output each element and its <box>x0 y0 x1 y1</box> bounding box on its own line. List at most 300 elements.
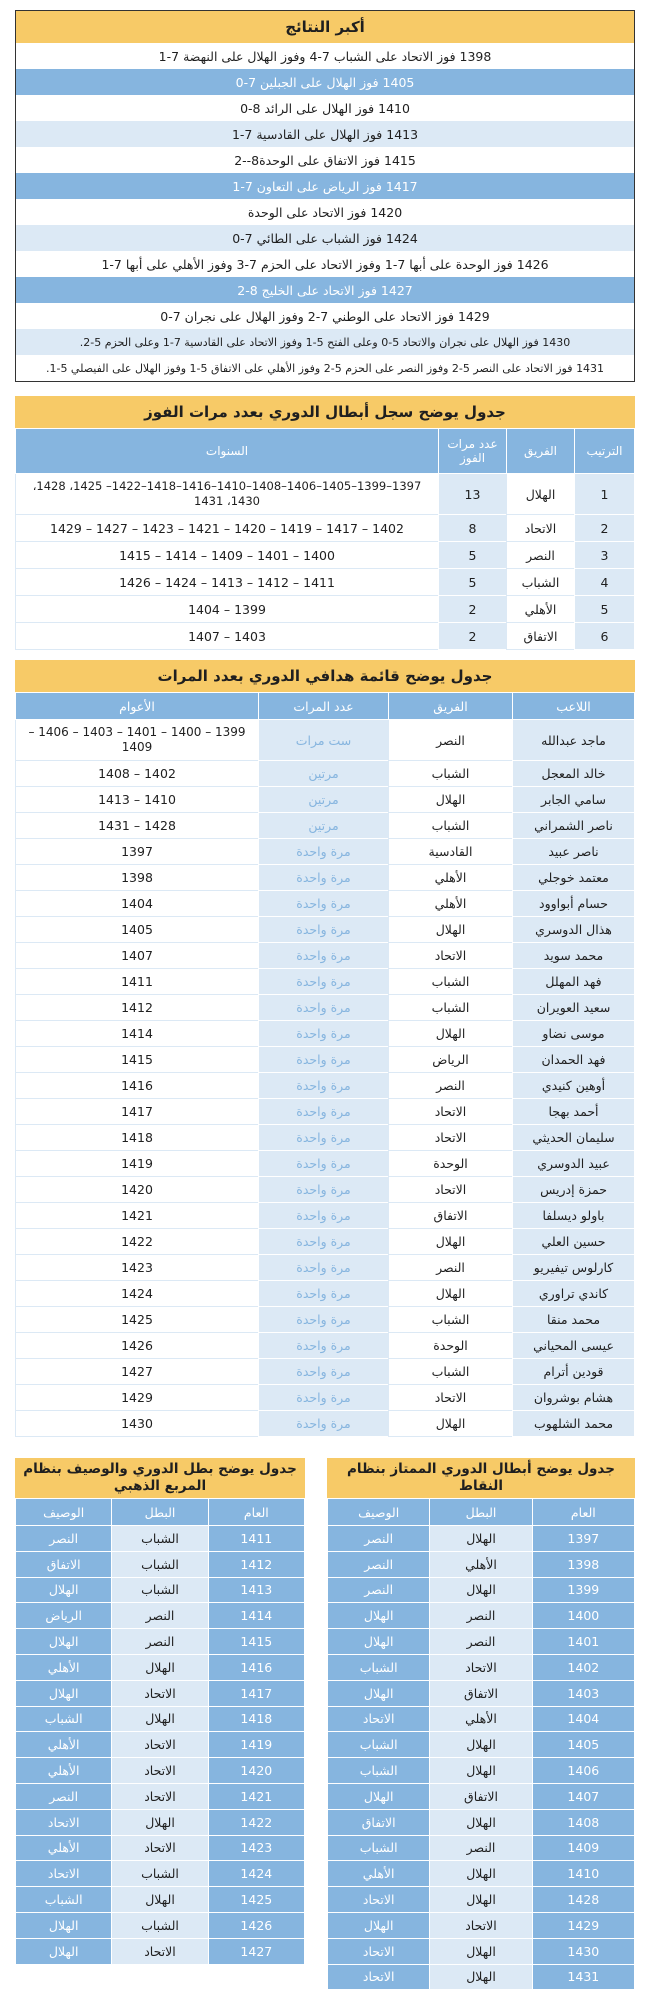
team-header: الفريق <box>389 693 513 720</box>
year-cell: 1403 <box>532 1680 634 1706</box>
count-cell: مرة واحدة <box>259 1229 389 1255</box>
runner-up-cell: الشباب <box>328 1758 430 1784</box>
champion-cell: الاتحاد <box>430 1912 532 1938</box>
champion-cell: الاتحاد <box>112 1783 208 1809</box>
years-cell: 1399 – 1400 – 1401 – 1403 – 1406 – 1409 <box>16 720 259 761</box>
team-cell: الأهلي <box>389 865 513 891</box>
team-cell: الاتحاد <box>507 515 575 542</box>
table-row <box>16 1281 635 1307</box>
team-cell: الاتحاد <box>389 1177 513 1203</box>
champion-cell: النصر <box>430 1603 532 1629</box>
table-row <box>16 1861 305 1887</box>
table-row <box>16 1359 635 1385</box>
runner-up-cell: الهلال <box>16 1912 112 1938</box>
golden-square-table <box>15 1498 305 1965</box>
years-cell: 1416 <box>16 1073 259 1099</box>
table-row <box>16 865 635 891</box>
year-header: العام <box>532 1499 634 1526</box>
team-cell: الاتفاق <box>389 1203 513 1229</box>
years-cell: 1427 <box>16 1359 259 1385</box>
table-row <box>16 787 635 813</box>
year-cell: 1418 <box>208 1706 304 1732</box>
runner-up-cell: النصر <box>328 1577 430 1603</box>
player-cell: محمد سويد <box>513 943 635 969</box>
table-row <box>16 542 635 569</box>
years-cell: 1398 <box>16 865 259 891</box>
runner-up-cell: الهلال <box>328 1603 430 1629</box>
champion-cell: النصر <box>430 1629 532 1655</box>
year-cell: 1424 <box>208 1861 304 1887</box>
team-cell: الشباب <box>389 1359 513 1385</box>
count-cell: مرة واحدة <box>259 1125 389 1151</box>
champion-cell: الهلال <box>430 1809 532 1835</box>
player-cell: فهد المهلل <box>513 969 635 995</box>
champion-cell: الهلال <box>112 1809 208 1835</box>
years-cell: 1415 <box>16 1047 259 1073</box>
year-cell: 1405 <box>532 1732 634 1758</box>
count-cell: مرة واحدة <box>259 1073 389 1099</box>
runner-up-cell: الهلال <box>16 1680 112 1706</box>
champions-header-row <box>16 429 635 474</box>
result-row: 1427 فوز الاتحاد على الخليج 8-2 <box>16 277 634 303</box>
player-cell: عيسى المحياني <box>513 1333 635 1359</box>
table-row <box>328 1912 635 1938</box>
years-header: السنوات <box>16 429 439 474</box>
year-cell: 1406 <box>532 1758 634 1784</box>
year-cell: 1422 <box>208 1809 304 1835</box>
runner-up-cell: الأهلي <box>328 1861 430 1887</box>
team-cell: الشباب <box>507 569 575 596</box>
champion-cell: الشباب <box>112 1861 208 1887</box>
table-row <box>16 917 635 943</box>
runner-up-cell: الأهلي <box>16 1732 112 1758</box>
years-cell: 1404 <box>16 891 259 917</box>
table-row <box>16 1255 635 1281</box>
table-row <box>16 1151 635 1177</box>
result-row: 1429 فوز الاتحاد على الوطني 7-2 وفوز الهلال على نجران 7-0 <box>16 303 634 329</box>
player-cell: باولو ديسلفا <box>513 1203 635 1229</box>
player-cell: ناصر الشمراني <box>513 813 635 839</box>
team-cell: الهلال <box>389 787 513 813</box>
champion-cell: الشباب <box>112 1912 208 1938</box>
team-cell: الاتحاد <box>389 1125 513 1151</box>
scorers-title: جدول يوضح قائمة هدافي الدوري بعدد المرات <box>15 660 635 692</box>
player-cell: معتمد خوجلي <box>513 865 635 891</box>
runner-up-header: الوصيف <box>16 1499 112 1526</box>
champion-cell: الاتحاد <box>112 1758 208 1784</box>
table-row <box>16 1021 635 1047</box>
champions-table <box>15 428 635 650</box>
player-cell: حسام أبواوود <box>513 891 635 917</box>
year-cell: 1407 <box>532 1783 634 1809</box>
wins-cell: 13 <box>439 474 507 515</box>
table-row <box>328 1887 635 1913</box>
table-row <box>16 1099 635 1125</box>
player-cell: أوهين كنيدي <box>513 1073 635 1099</box>
count-cell: مرة واحدة <box>259 1333 389 1359</box>
champion-cell: الهلال <box>430 1577 532 1603</box>
result-row: 1426 فوز الوحدة على أبها 7-1 وفوز الاتحاد على الحزم 7-3 وفوز الأهلي على أبها 7-1 <box>16 251 634 277</box>
count-cell: مرتين <box>259 813 389 839</box>
year-cell: 1423 <box>208 1835 304 1861</box>
count-cell: مرتين <box>259 761 389 787</box>
table-row <box>328 1964 635 1990</box>
table-row <box>16 839 635 865</box>
points-header-row <box>328 1499 635 1526</box>
table-row <box>16 569 635 596</box>
years-cell: 1402 – 1417 – 1419 – 1420 – 1421 – 1423 – 1427 – 1429 <box>16 515 439 542</box>
result-row: 1430 فوز الهلال على نجران والاتحاد 5-0 وعلى الفتح 5-1 وفوز الاتحاد على القادسية 7-1 وعلى الحزم 5-2. <box>16 329 634 355</box>
table-row <box>16 943 635 969</box>
champion-cell: الاتحاد <box>112 1680 208 1706</box>
table-row <box>16 1125 635 1151</box>
table-row <box>16 1783 305 1809</box>
table-row <box>16 1307 635 1333</box>
table-row <box>16 596 635 623</box>
table-row <box>328 1809 635 1835</box>
result-row: 1420 فوز الاتحاد على الوحدة <box>16 199 634 225</box>
champion-cell: الهلال <box>112 1887 208 1913</box>
runner-up-cell: الاتفاق <box>16 1551 112 1577</box>
runner-up-cell: النصر <box>328 1526 430 1552</box>
team-cell: الوحدة <box>389 1333 513 1359</box>
champion-cell: النصر <box>430 1835 532 1861</box>
year-cell: 1410 <box>532 1861 634 1887</box>
rank-header: الترتيب <box>575 429 635 474</box>
runner-up-cell: النصر <box>16 1526 112 1552</box>
runner-up-cell: الاتحاد <box>328 1964 430 1990</box>
team-cell: الهلال <box>389 1021 513 1047</box>
years-cell: 1425 <box>16 1307 259 1333</box>
champion-cell: الهلال <box>430 1758 532 1784</box>
table-row <box>16 1385 635 1411</box>
points-table <box>327 1498 635 1990</box>
team-cell: الهلال <box>389 1229 513 1255</box>
scorers-table <box>15 692 635 1437</box>
champion-cell: الاتحاد <box>112 1835 208 1861</box>
result-row: 1405 فوز الهلال على الجبلين 7-0 <box>16 69 634 95</box>
golden-square-header-row <box>16 1499 305 1526</box>
result-row: 1424 فوز الشباب على الطائي 7-0 <box>16 225 634 251</box>
count-cell: مرة واحدة <box>259 1047 389 1073</box>
team-cell: النصر <box>389 1255 513 1281</box>
runner-up-cell: الهلال <box>16 1629 112 1655</box>
count-cell: مرة واحدة <box>259 1099 389 1125</box>
runner-up-cell: النصر <box>16 1783 112 1809</box>
count-cell: مرة واحدة <box>259 969 389 995</box>
runner-up-cell: الاتحاد <box>328 1938 430 1964</box>
rank-cell: 1 <box>575 474 635 515</box>
runner-up-cell: الهلال <box>328 1629 430 1655</box>
player-cell: سليمان الحديثي <box>513 1125 635 1151</box>
year-cell: 1413 <box>208 1577 304 1603</box>
years-cell: 1421 <box>16 1203 259 1229</box>
team-cell: الاتحاد <box>389 1099 513 1125</box>
runner-up-cell: الهلال <box>16 1577 112 1603</box>
count-cell: مرة واحدة <box>259 1203 389 1229</box>
table-row <box>16 1203 635 1229</box>
golden-square-title: جدول يوضح بطل الدوري والوصيف بنظام المربع الذهبي <box>15 1458 305 1498</box>
table-row <box>16 1073 635 1099</box>
player-cell: ماجد عبدالله <box>513 720 635 761</box>
result-row: 1413 فوز الهلال على القادسية 7-1 <box>16 121 634 147</box>
player-cell: حمزة إدريس <box>513 1177 635 1203</box>
player-cell: خالد المعجل <box>513 761 635 787</box>
team-cell: الهلال <box>507 474 575 515</box>
rank-cell: 6 <box>575 623 635 650</box>
count-cell: مرة واحدة <box>259 1177 389 1203</box>
years-cell: 1430 <box>16 1411 259 1437</box>
team-cell: القادسية <box>389 839 513 865</box>
table-row <box>16 1680 305 1706</box>
champions-title: جدول يوضح سجل أبطال الدوري بعدد مرات الفوز <box>15 396 635 428</box>
player-cell: قودين أترام <box>513 1359 635 1385</box>
wins-cell: 2 <box>439 623 507 650</box>
years-cell: 1417 <box>16 1099 259 1125</box>
runner-up-cell: الاتحاد <box>328 1887 430 1913</box>
year-cell: 1427 <box>208 1938 304 1964</box>
table-row <box>16 1577 305 1603</box>
champion-cell: الهلال <box>430 1964 532 1990</box>
points-section <box>327 1458 635 1990</box>
runner-up-cell: الاتحاد <box>16 1861 112 1887</box>
wins-cell: 5 <box>439 569 507 596</box>
champion-cell: الأهلي <box>430 1551 532 1577</box>
year-cell: 1399 <box>532 1577 634 1603</box>
runner-up-cell: الأهلي <box>16 1758 112 1784</box>
years-cell: 1402 – 1408 <box>16 761 259 787</box>
champion-cell: الشباب <box>112 1526 208 1552</box>
years-header: الأعوام <box>16 693 259 720</box>
champions-section <box>15 396 635 650</box>
year-cell: 1416 <box>208 1654 304 1680</box>
table-row <box>16 1629 305 1655</box>
year-cell: 1421 <box>208 1783 304 1809</box>
runner-up-cell: الأهلي <box>16 1835 112 1861</box>
team-cell: الوحدة <box>389 1151 513 1177</box>
table-row <box>16 720 635 761</box>
years-cell: 1411 <box>16 969 259 995</box>
biggest-results-title: أكبر النتائج <box>16 11 634 43</box>
rank-cell: 3 <box>575 542 635 569</box>
result-row: 1398 فوز الاتحاد على الشباب 7-4 وفوز الهلال على النهضة 7-1 <box>16 43 634 69</box>
player-cell: حسين العلي <box>513 1229 635 1255</box>
table-row <box>328 1938 635 1964</box>
rank-cell: 2 <box>575 515 635 542</box>
runner-up-cell: الهلال <box>16 1938 112 1964</box>
points-title: جدول يوضح أبطال الدوري الممتاز بنظام النقاط <box>327 1458 635 1498</box>
team-cell: الهلال <box>389 1281 513 1307</box>
team-cell: الاتفاق <box>507 623 575 650</box>
team-cell: النصر <box>389 720 513 761</box>
table-row <box>16 1177 635 1203</box>
table-row <box>16 1706 305 1732</box>
table-row <box>16 1835 305 1861</box>
champion-cell: الهلال <box>430 1732 532 1758</box>
years-cell: 1411 – 1412 – 1413 – 1424 – 1426 <box>16 569 439 596</box>
result-row: 1417 فوز الرياض على التعاون 7-1 <box>16 173 634 199</box>
wins-cell: 2 <box>439 596 507 623</box>
count-cell: مرة واحدة <box>259 943 389 969</box>
table-row <box>16 1551 305 1577</box>
champion-cell: الاتفاق <box>430 1783 532 1809</box>
table-row <box>328 1629 635 1655</box>
champion-cell: النصر <box>112 1629 208 1655</box>
year-cell: 1398 <box>532 1551 634 1577</box>
year-cell: 1428 <box>532 1887 634 1913</box>
years-cell: 1400 – 1401 – 1409 – 1414 – 1415 <box>16 542 439 569</box>
champion-cell: الشباب <box>112 1551 208 1577</box>
player-cell: سعيد العويران <box>513 995 635 1021</box>
runner-up-cell: الشباب <box>328 1654 430 1680</box>
count-cell: مرة واحدة <box>259 1307 389 1333</box>
player-cell: عبيد الدوسري <box>513 1151 635 1177</box>
table-row <box>328 1577 635 1603</box>
champion-cell: الهلال <box>430 1526 532 1552</box>
runner-up-cell: الهلال <box>328 1783 430 1809</box>
year-cell: 1420 <box>208 1758 304 1784</box>
table-row <box>16 1912 305 1938</box>
rank-cell: 4 <box>575 569 635 596</box>
champion-header: البطل <box>112 1499 208 1526</box>
table-row <box>16 1047 635 1073</box>
year-cell: 1414 <box>208 1603 304 1629</box>
count-cell: مرة واحدة <box>259 891 389 917</box>
table-row <box>16 1526 305 1552</box>
count-cell: مرة واحدة <box>259 1151 389 1177</box>
champion-cell: النصر <box>112 1603 208 1629</box>
champion-cell: الهلال <box>430 1861 532 1887</box>
table-row <box>16 1809 305 1835</box>
player-cell: سامي الجابر <box>513 787 635 813</box>
champion-cell: الاتحاد <box>430 1654 532 1680</box>
table-row <box>328 1654 635 1680</box>
scorers-header-row <box>16 693 635 720</box>
team-cell: الأهلي <box>507 596 575 623</box>
count-cell: مرة واحدة <box>259 1359 389 1385</box>
table-row <box>16 515 635 542</box>
count-cell: مرة واحدة <box>259 1385 389 1411</box>
team-cell: الأهلي <box>389 891 513 917</box>
table-row <box>328 1783 635 1809</box>
years-cell: 1397 <box>16 839 259 865</box>
years-cell: 1420 <box>16 1177 259 1203</box>
player-cell: كاندي تراوري <box>513 1281 635 1307</box>
team-cell: الاتحاد <box>389 1385 513 1411</box>
result-row: 1415 فوز الاتفاق على الوحدة8--2 <box>16 147 634 173</box>
count-cell: مرة واحدة <box>259 1281 389 1307</box>
table-row <box>16 813 635 839</box>
runner-up-cell: الاتفاق <box>328 1809 430 1835</box>
champion-cell: الهلال <box>430 1938 532 1964</box>
runner-up-cell: الشباب <box>16 1706 112 1732</box>
champion-cell: الاتحاد <box>112 1938 208 1964</box>
runner-up-cell: الشباب <box>328 1835 430 1861</box>
runner-up-cell: الرياض <box>16 1603 112 1629</box>
team-cell: الشباب <box>389 761 513 787</box>
count-cell: مرة واحدة <box>259 917 389 943</box>
team-header: الفريق <box>507 429 575 474</box>
year-header: العام <box>208 1499 304 1526</box>
champion-cell: الشباب <box>112 1577 208 1603</box>
player-cell: محمد الشلهوب <box>513 1411 635 1437</box>
wins-header: عدد مرات الفوز <box>439 429 507 474</box>
team-cell: الشباب <box>389 813 513 839</box>
champion-cell: الهلال <box>112 1706 208 1732</box>
year-cell: 1431 <box>532 1964 634 1990</box>
rank-cell: 5 <box>575 596 635 623</box>
years-cell: 1403 – 1407 <box>16 623 439 650</box>
team-cell: الشباب <box>389 969 513 995</box>
runner-up-cell: الهلال <box>328 1912 430 1938</box>
year-cell: 1402 <box>532 1654 634 1680</box>
team-cell: النصر <box>507 542 575 569</box>
year-cell: 1409 <box>532 1835 634 1861</box>
year-cell: 1411 <box>208 1526 304 1552</box>
runner-up-cell: الأهلي <box>16 1654 112 1680</box>
years-cell: 1428 – 1431 <box>16 813 259 839</box>
years-cell: 1423 <box>16 1255 259 1281</box>
team-cell: الرياض <box>389 1047 513 1073</box>
champion-cell: الهلال <box>112 1654 208 1680</box>
year-cell: 1404 <box>532 1706 634 1732</box>
year-cell: 1426 <box>208 1912 304 1938</box>
table-row <box>16 1333 635 1359</box>
champion-cell: الاتفاق <box>430 1680 532 1706</box>
years-cell: 1426 <box>16 1333 259 1359</box>
result-row: 1410 فوز الهلال على الرائد 8-0 <box>16 95 634 121</box>
count-cell: مرة واحدة <box>259 1411 389 1437</box>
count-header: عدد المرات <box>259 693 389 720</box>
table-row <box>16 969 635 995</box>
table-row <box>16 1603 305 1629</box>
runner-up-cell: الهلال <box>328 1680 430 1706</box>
runner-up-cell: الشباب <box>328 1732 430 1758</box>
table-row <box>16 623 635 650</box>
runner-up-cell: الاتحاد <box>328 1706 430 1732</box>
team-cell: الهلال <box>389 1411 513 1437</box>
team-cell: الاتحاد <box>389 943 513 969</box>
golden-square-section <box>15 1458 305 1965</box>
player-header: اللاعب <box>513 693 635 720</box>
years-cell: 1422 <box>16 1229 259 1255</box>
runner-up-cell: الشباب <box>16 1887 112 1913</box>
years-cell: 1405 <box>16 917 259 943</box>
runner-up-cell: النصر <box>328 1551 430 1577</box>
wins-cell: 8 <box>439 515 507 542</box>
count-cell: مرة واحدة <box>259 1255 389 1281</box>
table-row <box>16 1411 635 1437</box>
years-cell: 1424 <box>16 1281 259 1307</box>
player-cell: أحمد بهجا <box>513 1099 635 1125</box>
table-row <box>16 1758 305 1784</box>
year-cell: 1412 <box>208 1551 304 1577</box>
count-cell: مرتين <box>259 787 389 813</box>
player-cell: هذال الدوسري <box>513 917 635 943</box>
player-cell: كارلوس تيفيريو <box>513 1255 635 1281</box>
table-row <box>328 1680 635 1706</box>
count-cell: ست مرات <box>259 720 389 761</box>
year-cell: 1408 <box>532 1809 634 1835</box>
count-cell: مرة واحدة <box>259 865 389 891</box>
years-cell: 1397–1399–1405–1406–1408–1410–1416–1418–1422– 1425، 1428، 1430، 1431 <box>16 474 439 515</box>
count-cell: مرة واحدة <box>259 839 389 865</box>
year-cell: 1415 <box>208 1629 304 1655</box>
count-cell: مرة واحدة <box>259 995 389 1021</box>
years-cell: 1407 <box>16 943 259 969</box>
year-cell: 1425 <box>208 1887 304 1913</box>
year-cell: 1397 <box>532 1526 634 1552</box>
